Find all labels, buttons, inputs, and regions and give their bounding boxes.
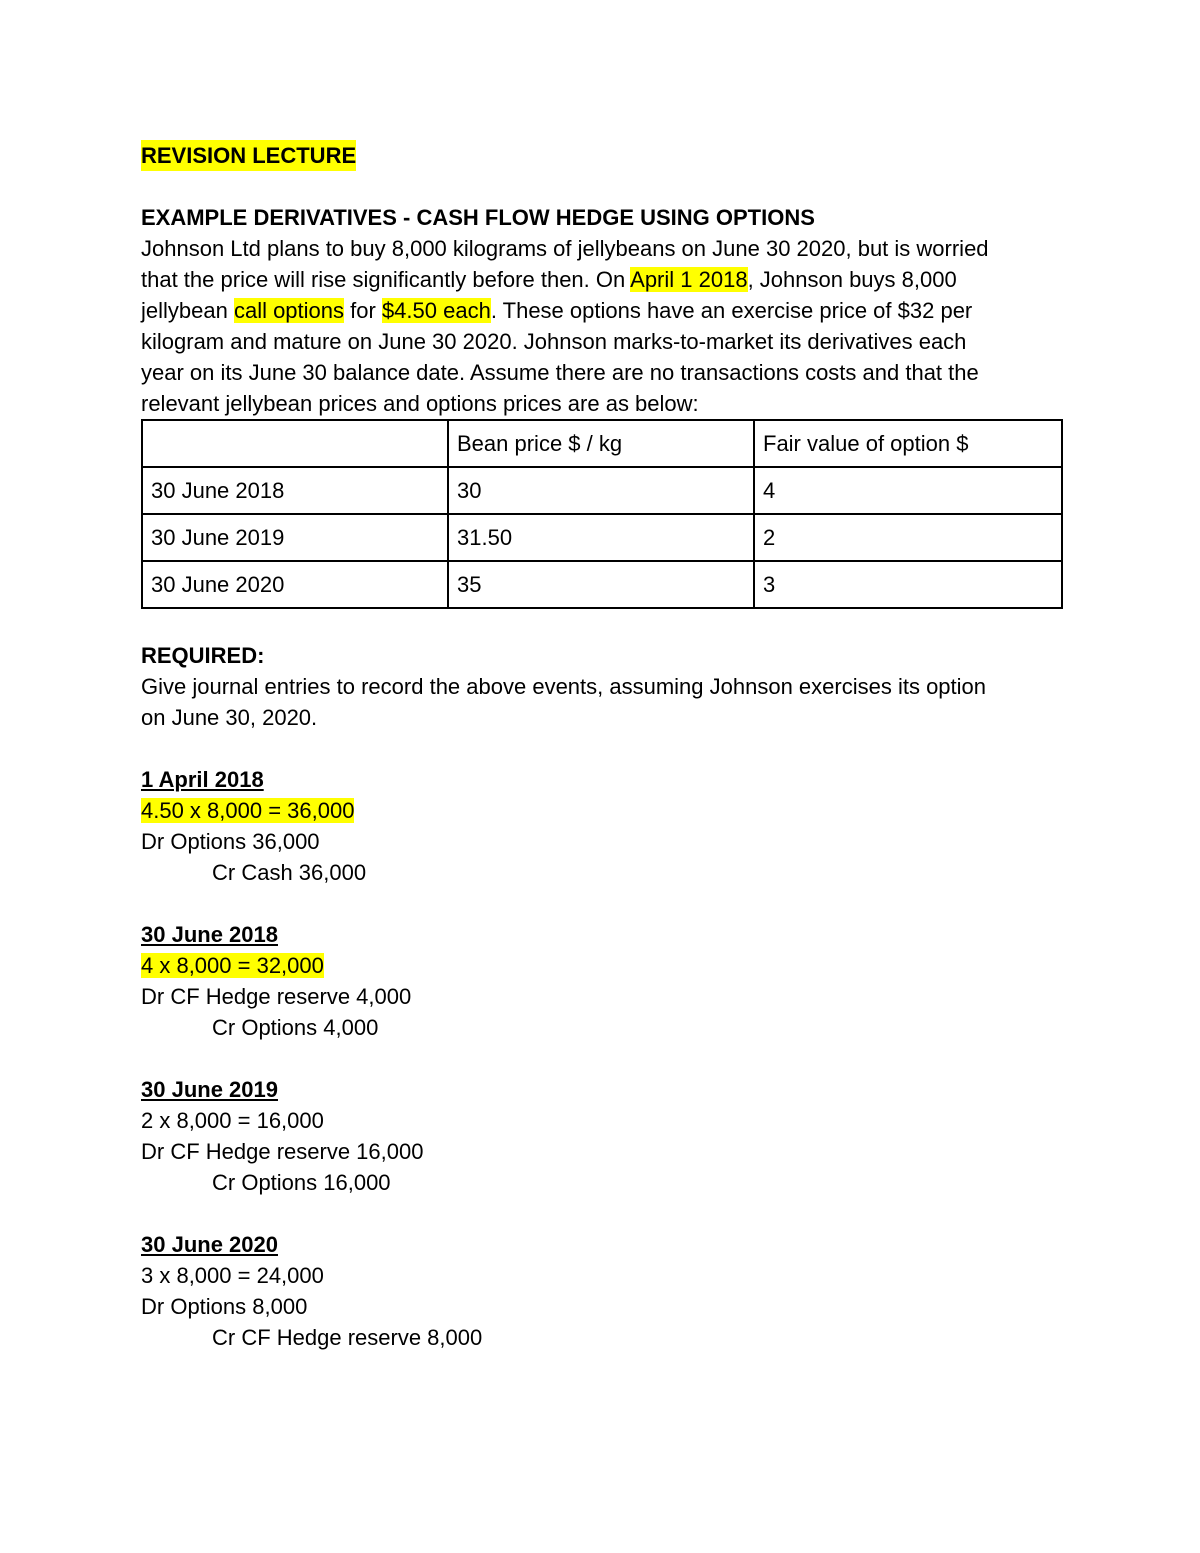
intro-text: . These options have an exercise price of $32 per [490,298,973,323]
required-line-1: Give journal entries to record the above events, assuming Johnson exercises its option [141,674,987,699]
table-cell: 30 June 2019 [142,514,448,561]
document-page [141,140,1061,1353]
table-cell: 30 June 2018 [142,467,448,514]
table-row [142,514,1062,561]
required-label: REQUIRED: [141,643,265,668]
price-table [141,419,1063,609]
entry-debit: Dr Options 8,000 [141,1294,308,1319]
journal-entry [141,919,1061,1043]
title-line [141,140,1061,171]
table-cell: 3 [754,561,1062,608]
table-cell: 30 June 2020 [142,561,448,608]
entry-date: 30 June 2019 [141,1077,278,1102]
spacer [141,888,1061,919]
intro-text: that the price will rise significantly before then. On [141,267,631,292]
table-row [142,467,1062,514]
entry-credit: Cr Options 4,000 [212,1015,379,1040]
table-header-cell: Fair value of option $ [754,420,1062,467]
spacer [141,733,1061,764]
intro-line-2 [141,264,1061,295]
required-line-2: on June 30, 2020. [141,705,318,730]
entry-credit: Cr Options 16,000 [212,1170,391,1195]
entry-date: 1 April 2018 [141,767,264,792]
entry-debit: Dr CF Hedge reserve 4,000 [141,984,412,1009]
entry-date: 30 June 2020 [141,1232,278,1257]
table-header-cell [142,420,448,467]
intro-line-3 [141,295,1061,326]
entry-debit: Dr Options 36,000 [141,829,320,854]
entry-credit: Cr CF Hedge reserve 8,000 [212,1325,483,1350]
highlight-price: $4.50 each [381,298,491,323]
spacer [141,1198,1061,1229]
entry-credit: Cr Cash 36,000 [212,860,367,885]
example-heading: EXAMPLE DERIVATIVES - CASH FLOW HEDGE USING OPTIONS [141,205,815,230]
intro-line-4: kilogram and mature on June 30 2020. Johnson marks-to-market its derivatives each [141,329,967,354]
entry-calculation: 2 x 8,000 = 16,000 [141,1108,324,1133]
entry-calculation: 3 x 8,000 = 24,000 [141,1263,324,1288]
journal-entry [141,764,1061,888]
table-row [142,561,1062,608]
table-header-row [142,420,1062,467]
table-cell: 35 [448,561,754,608]
spacer [141,1043,1061,1074]
entry-calculation: 4.50 x 8,000 = 36,000 [141,798,355,823]
entry-calculation: 4 x 8,000 = 32,000 [141,953,324,978]
spacer [141,171,1061,202]
table-header-cell: Bean price $ / kg [448,420,754,467]
entry-debit: Dr CF Hedge reserve 16,000 [141,1139,424,1164]
intro-text: for [344,298,382,323]
table-cell: 2 [754,514,1062,561]
table-cell: 31.50 [448,514,754,561]
table-cell: 30 [448,467,754,514]
intro-text: , Johnson buys 8,000 [747,267,957,292]
intro-text: jellybean [141,298,234,323]
journal-entry [141,1229,1061,1353]
journal-entry [141,1074,1061,1198]
spacer [141,609,1061,640]
intro-line-6: relevant jellybean prices and options prices are as below: [141,391,699,416]
intro-line-1: Johnson Ltd plans to buy 8,000 kilograms of jellybeans on June 30 2020, but is worried [141,236,989,261]
intro-line-5: year on its June 30 balance date. Assume there are no transactions costs and that the [141,360,979,385]
document-title: REVISION LECTURE [141,140,356,171]
highlight-call-options: call options [233,298,345,323]
highlight-date: April 1 2018 [630,267,748,292]
table-cell: 4 [754,467,1062,514]
entry-date: 30 June 2018 [141,922,278,947]
